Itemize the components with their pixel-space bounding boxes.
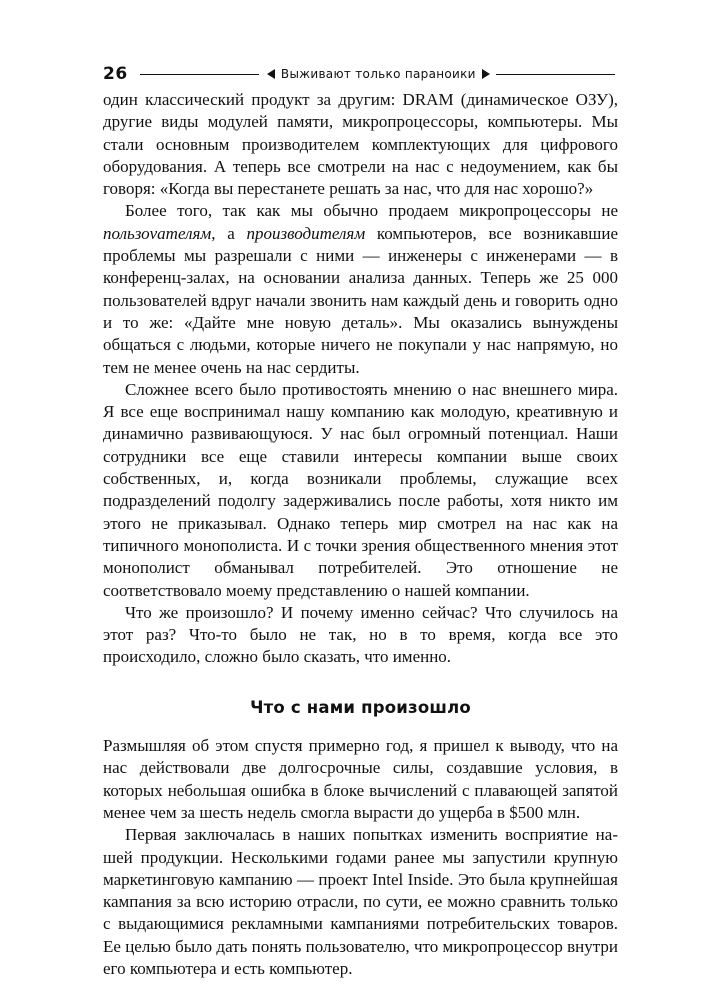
paragraph [103,89,618,200]
text-run: Первая заключалась в наших попытках изменить восприятие нашей продукции. Несколькими годами ранее мы запустили крупную маркетинговую кампанию — проект Intel Inside. Это была крупнейшая кампания за всю историю отрасли, по сути, ее можно сравнить только с выдающимися рекламными кампаниями потребительских товаров. Ее целью было дать понять пользователю, что микропроцессор внутри его компьютера и есть компьютер. [103,825,618,978]
triangle-left-icon [267,69,275,79]
running-header [103,64,615,84]
paragraph [103,200,618,378]
paragraph [103,824,618,980]
italic-run: пользоvателям [103,223,212,243]
text-run: компьютеров, все возникавшие проблемы мы разрешали с ними — инженеры с инженерами — в конференц-залах, на основании анализа данных. Теперь же 25 000 пользователей вдруг начали звонить нам каждый день и говорить одно и то же: «Дайте мне новую деталь». Мы оказались вынуждены общаться с людьми, которые ничего не покупали у нас напрямую, но тем не менее очень на нас сердиты. [103,223,619,377]
italic-run: производителям [246,223,366,243]
page-number: 26 [103,64,128,84]
header-rule-left [140,74,259,75]
text-run: , а [211,223,247,243]
paragraph [103,602,618,669]
paragraph [103,379,618,602]
text-run: Более того, так как мы обычно продаем микропроцессоры не [125,201,618,221]
text-run: Что же произошло? И почему именно сейчас? Что случилось на этот раз? Что-то было не так, но в то время, когда все это происходило, сложно было сказать, что именно. [103,602,618,667]
page-body [103,89,618,980]
text-run: Размышляя об этом спустя примерно год, я пришел к выводу, что на нас действовали две долгосрочные силы, создавшие условия, в которых небольшая ошибка в блоке вычислений с плавающей запятой менее чем за шесть недель смогла вырасти до ущерба в $500 млн. [103,736,618,822]
paragraph [103,735,618,824]
triangle-right-icon [482,69,490,79]
header-rule-right [496,74,615,75]
running-title: Выживают только параноики [280,67,476,81]
text-run: Сложнее всего было противостоять мнению о нас внешнего мира. Я все еще воспринимал нашу компанию как молодую, креативную и динамично развивающуюся. У нас был огромный потенциал. Наши сотрудники все еще ставили интересы компании выше своих собственных, и, когда возникали проблемы, служащие всех подразделений подолгу задерживались после работы, хотя никто им этого не приказывал. Однако теперь мир смотрел на нас как на типичного монополиста. И с точки зрения общественного мнения этот монополист обманывал потребителей. Это отношение не соответствовало моему представлению о нашей компании. [103,379,618,600]
text-run: один классический продукт за другим: DRAM (динамическое ОЗУ), другие виды модулей памяти, микропроцессоры, компьютеры. Мы стали основным производителем комплектующих для цифрового оборудования. А теперь все смотрели на нас с недоумением, как бы говоря: «Когда вы перестанете решать за нас, что для нас хорошо?» [103,90,618,199]
section-title: Что с нами произошло [250,697,471,717]
